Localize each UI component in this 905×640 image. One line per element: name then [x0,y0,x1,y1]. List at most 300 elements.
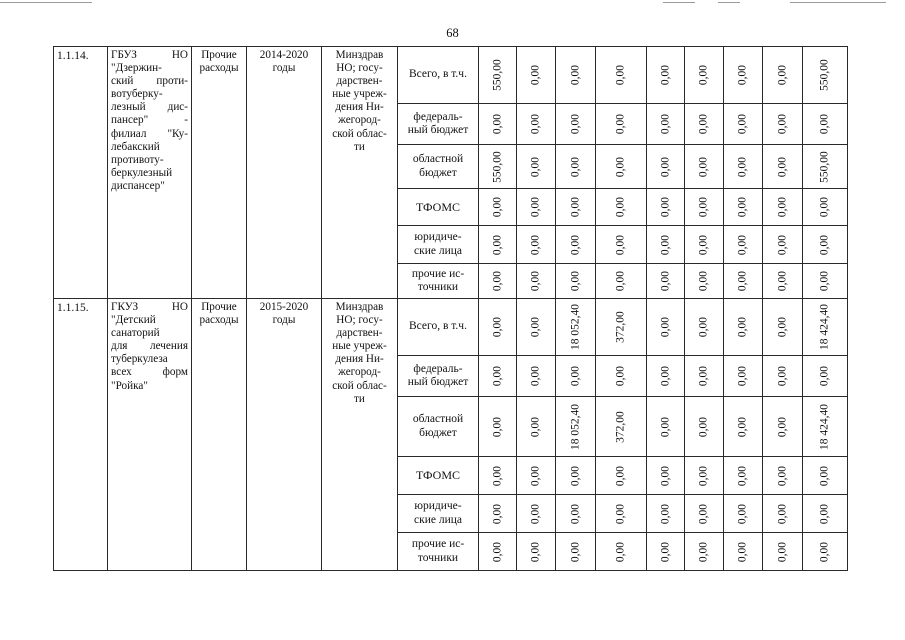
amount-cell [685,47,724,104]
amount-cell [517,397,556,457]
executor-line: ти [354,140,365,153]
funding-source [398,47,479,104]
name-line: противоту- [111,153,164,166]
amount-cell [517,495,556,533]
amount-value: 0,00 [490,416,503,437]
table-body [54,47,848,571]
funding-source-line: прочие ис- [411,538,465,551]
amount-value: 0,00 [568,541,581,562]
amount-cell [724,457,763,495]
amount-cell [803,457,848,495]
funding-source-line: прочие ис- [411,267,465,280]
funding-source [398,226,479,264]
executor [322,47,398,299]
amount-cell [724,299,763,356]
amount-value: 0,00 [818,541,831,562]
amount-cell [763,189,803,226]
budget-table [53,46,848,571]
amount-cell [647,397,685,457]
amount-cell [647,264,685,299]
amount-cell [479,495,517,533]
table-row [54,299,848,356]
amount-value: 372,00 [614,311,627,343]
amount-value: 0,00 [490,465,503,486]
name-line: ГКУЗ НО [111,301,188,313]
name-line: беркулезный [111,166,173,179]
amount-value: 0,00 [697,270,710,292]
funding-source [398,189,479,226]
amount-value: 550,00 [818,59,831,91]
top-rule-right-2 [718,2,740,3]
amount-cell [763,145,803,189]
name-line: ский проти- [111,75,188,88]
amount-value: 0,00 [658,503,671,524]
amount-cell [724,145,763,189]
amount-cell [763,397,803,457]
amount-cell [647,356,685,397]
amount-value: 0,00 [490,365,503,387]
expense-line: расходы [199,314,239,327]
amount-cell [685,457,724,495]
funding-source-line: бюджет [419,166,457,179]
amount-value: 0,00 [490,316,503,338]
amount-cell [803,47,848,104]
amount-value: 0,00 [490,196,503,218]
amount-cell [724,47,763,104]
amount-value: 0,00 [529,234,542,255]
amount-cell [685,495,724,533]
amount-value: 18 052,40 [568,304,581,350]
amount-cell [596,47,647,104]
amount-cell [685,226,724,264]
funding-source-line: Всего, в т.ч. [409,68,467,81]
amount-value: 0,00 [568,234,581,255]
name-line: всех форм [111,366,188,379]
amount-cell [596,457,647,495]
funding-source [398,495,479,533]
amount-cell [596,299,647,356]
amount-cell [479,189,517,226]
amount-cell [596,495,647,533]
amount-value: 0,00 [568,156,581,177]
amount-cell [517,189,556,226]
name-line: ГБУЗ НО [111,49,188,61]
funding-source-line: юридиче- [414,231,462,244]
name-line: филиал "Ку- [111,127,188,140]
expense-type [192,299,247,571]
period [247,299,322,571]
executor-line: дения Ни- [335,353,384,366]
period-line: 2014-2020 [259,49,309,61]
amount-value: 0,00 [775,196,788,218]
amount-cell [803,397,848,457]
amount-cell [479,299,517,356]
amount-cell [517,457,556,495]
amount-cell [647,145,685,189]
amount-value: 0,00 [490,234,503,255]
funding-source-line: Всего, в т.ч. [409,320,467,333]
amount-value: 0,00 [614,541,627,562]
amount-cell [685,264,724,299]
amount-cell [517,299,556,356]
amount-cell [724,264,763,299]
amount-value: 0,00 [736,234,749,255]
funding-source [398,299,479,356]
amount-value: 0,00 [697,465,710,486]
amount-cell [517,226,556,264]
amount-value: 0,00 [736,465,749,486]
amount-cell [685,533,724,571]
amount-value: 0,00 [736,196,749,218]
amount-cell [763,533,803,571]
amount-value: 372,00 [614,410,627,443]
amount-cell [479,397,517,457]
item-number: 1.1.14. [54,47,108,299]
name-line: "Ройка" [111,379,148,392]
amount-cell [724,104,763,145]
executor-line: ской облас- [332,127,387,140]
funding-source-line: федераль- [413,110,463,123]
amount-cell [685,145,724,189]
amount-cell [517,356,556,397]
amount-value: 0,00 [614,156,627,177]
amount-cell [556,264,596,299]
executor-line: Минздрав [335,49,384,61]
amount-cell [556,189,596,226]
amount-value: 0,00 [775,541,788,562]
amount-cell [479,104,517,145]
amount-value: 0,00 [818,365,831,387]
amount-cell [556,47,596,104]
amount-value: 0,00 [818,196,831,218]
funding-source-line: точники [417,281,459,293]
amount-value: 0,00 [568,365,581,387]
amount-value: 0,00 [697,156,710,177]
amount-value: 0,00 [775,64,788,86]
amount-cell [647,495,685,533]
amount-value: 0,00 [658,196,671,218]
amount-value: 0,00 [529,196,542,218]
amount-cell [763,299,803,356]
amount-cell [685,299,724,356]
name-line: для лечения [111,340,188,353]
amount-cell [479,457,517,495]
amount-value: 0,00 [736,316,749,338]
amount-value: 0,00 [775,365,788,387]
amount-value: 18 424,40 [818,403,831,450]
amount-cell [596,145,647,189]
amount-value: 0,00 [818,503,831,524]
name-line: туберкулеза [111,353,168,366]
expense-line: Прочие [201,301,237,313]
amount-cell [803,104,848,145]
amount-value: 0,00 [736,503,749,524]
amount-value: 0,00 [568,113,581,135]
funding-source [398,104,479,145]
top-rule-right-3 [790,2,886,3]
expense-line: расходы [199,62,239,75]
amount-value: 0,00 [818,465,831,486]
amount-cell [647,299,685,356]
amount-value: 0,00 [529,113,542,135]
amount-cell [517,47,556,104]
amount-cell [647,104,685,145]
funding-source-line: ТФОМС [415,468,461,483]
amount-cell [724,533,763,571]
amount-value: 0,00 [658,541,671,562]
amount-value: 0,00 [697,316,710,338]
amount-value: 0,00 [775,416,788,437]
period [247,47,322,299]
name-line: "Дзержин- [111,62,162,75]
amount-value: 0,00 [775,503,788,524]
executor-line: ные учреж- [332,88,387,101]
amount-value: 0,00 [775,113,788,135]
amount-value: 0,00 [775,270,788,292]
amount-value: 0,00 [614,503,627,524]
executor [322,299,398,571]
amount-cell [803,299,848,356]
page-number: 68 [446,26,459,40]
funding-source [398,533,479,571]
funding-source [398,356,479,397]
amount-value: 0,00 [818,270,831,292]
amount-cell [724,495,763,533]
executor-line: ные учреж- [332,340,387,353]
amount-value: 0,00 [697,416,710,437]
amount-value: 0,00 [736,416,749,437]
amount-cell [596,264,647,299]
institution-name [108,47,192,299]
amount-value: 0,00 [490,113,503,135]
amount-value: 0,00 [614,113,627,135]
amount-value: 0,00 [736,541,749,562]
amount-cell [556,397,596,457]
amount-cell [647,226,685,264]
name-line: лезный дис- [111,101,188,114]
amount-value: 0,00 [697,365,710,387]
executor-line: ти [354,392,365,405]
amount-cell [685,104,724,145]
amount-value: 0,00 [490,503,503,524]
amount-cell [803,226,848,264]
amount-value: 0,00 [697,503,710,524]
amount-cell [724,397,763,457]
funding-source-line: ские лица [414,244,462,257]
amount-cell [596,226,647,264]
name-line: пансер" - [111,114,188,127]
amount-value: 0,00 [658,64,671,86]
name-line: лебакский [111,140,160,153]
name-line: "Детский [111,314,156,327]
amount-cell [556,145,596,189]
amount-value: 0,00 [614,465,627,486]
amount-value: 0,00 [529,156,542,177]
amount-cell [763,457,803,495]
funding-source-line: ный бюджет [407,376,469,388]
amount-value: 0,00 [529,270,542,292]
executor-line: Минздрав [335,301,384,313]
amount-value: 0,00 [568,503,581,524]
expense-type [192,47,247,299]
amount-cell [647,189,685,226]
amount-value: 0,00 [614,365,627,387]
amount-cell [556,356,596,397]
amount-cell [803,145,848,189]
funding-source-line: юридиче- [414,500,462,513]
amount-value: 0,00 [697,196,710,218]
amount-value: 0,00 [775,316,788,338]
amount-cell [803,356,848,397]
amount-value: 0,00 [568,64,581,86]
amount-value: 550,00 [490,59,503,91]
amount-cell [724,189,763,226]
funding-source [398,397,479,457]
executor-line: дарствен- [336,327,383,340]
top-rule-left [0,2,92,3]
amount-cell [479,356,517,397]
amount-value: 0,00 [614,64,627,86]
amount-cell [556,226,596,264]
amount-value: 0,00 [614,196,627,218]
amount-value: 550,00 [490,150,503,183]
funding-source-line: областной [412,153,464,166]
amount-cell [763,356,803,397]
amount-cell [479,47,517,104]
amount-value: 0,00 [658,365,671,387]
amount-value: 550,00 [818,150,831,183]
amount-value: 0,00 [568,196,581,218]
amount-value: 0,00 [736,365,749,387]
amount-value: 0,00 [775,465,788,486]
amount-cell [763,226,803,264]
amount-value: 0,00 [697,113,710,135]
amount-value: 0,00 [658,156,671,177]
expense-line: Прочие [201,49,237,61]
amount-cell [479,226,517,264]
name-line: санаторий [111,327,160,340]
amount-cell [596,397,647,457]
amount-value: 0,00 [658,113,671,135]
amount-value: 0,00 [529,541,542,562]
amount-cell [763,495,803,533]
amount-value: 0,00 [736,113,749,135]
amount-cell [647,457,685,495]
amount-value: 0,00 [658,234,671,255]
amount-cell [647,47,685,104]
amount-cell [803,264,848,299]
funding-source-line: ские лица [414,513,462,526]
amount-cell [724,356,763,397]
funding-source-line: бюджет [419,426,457,439]
period-line: 2015-2020 [259,301,309,313]
amount-cell [517,264,556,299]
amount-cell [556,533,596,571]
amount-value: 0,00 [736,270,749,292]
amount-value: 18 424,40 [818,304,831,350]
amount-value: 0,00 [658,316,671,338]
amount-cell [763,47,803,104]
amount-value: 0,00 [490,270,503,292]
executor-line: ской облас- [332,379,387,392]
amount-value: 0,00 [697,64,710,86]
executor-line: жегород- [338,114,381,127]
amount-value: 0,00 [529,365,542,387]
top-rule-right-1 [663,2,695,3]
funding-source-line: областной [412,413,464,426]
table-row [54,47,848,104]
amount-value: 0,00 [529,416,542,437]
amount-value: 0,00 [614,270,627,292]
amount-cell [517,533,556,571]
amount-value: 0,00 [697,234,710,255]
amount-cell [556,495,596,533]
amount-cell [556,299,596,356]
executor-line: жегород- [338,366,381,379]
amount-cell [803,189,848,226]
executor-line: дения Ни- [335,101,384,114]
amount-value: 0,00 [614,234,627,255]
institution-name [108,299,192,571]
amount-cell [685,397,724,457]
name-line: диспансер" [111,179,165,192]
amount-value: 0,00 [658,465,671,486]
funding-source-line: ный бюджет [407,124,469,136]
item-number: 1.1.15. [54,299,108,571]
amount-cell [596,533,647,571]
funding-source [398,145,479,189]
amount-cell [517,104,556,145]
amount-value: 0,00 [658,270,671,292]
amount-cell [556,104,596,145]
amount-value: 0,00 [818,113,831,135]
executor-line: НО; госу- [336,314,383,327]
amount-value: 0,00 [736,64,749,86]
amount-cell [763,264,803,299]
amount-cell [517,145,556,189]
period-line: годы [272,314,296,327]
amount-value: 0,00 [697,541,710,562]
amount-cell [724,226,763,264]
amount-value: 0,00 [568,270,581,292]
period-line: годы [272,62,296,75]
amount-value: 0,00 [775,234,788,255]
amount-value: 0,00 [658,416,671,437]
amount-value: 0,00 [568,465,581,486]
funding-source-line: федераль- [413,362,463,375]
name-line: вотуберку- [111,88,163,101]
amount-cell [479,264,517,299]
amount-cell [556,457,596,495]
funding-source [398,264,479,299]
amount-value: 0,00 [736,156,749,177]
amount-cell [596,189,647,226]
amount-value: 0,00 [529,465,542,486]
amount-value: 0,00 [529,503,542,524]
amount-cell [596,356,647,397]
amount-cell [763,104,803,145]
funding-source [398,457,479,495]
amount-cell [596,104,647,145]
amount-value: 18 052,40 [568,403,581,450]
amount-value: 0,00 [529,64,542,86]
funding-source-line: ТФОМС [415,199,461,214]
amount-cell [685,356,724,397]
executor-line: дарствен- [336,75,383,88]
funding-source-line: точники [417,551,459,564]
amount-cell [685,189,724,226]
executor-line: НО; госу- [336,62,383,75]
